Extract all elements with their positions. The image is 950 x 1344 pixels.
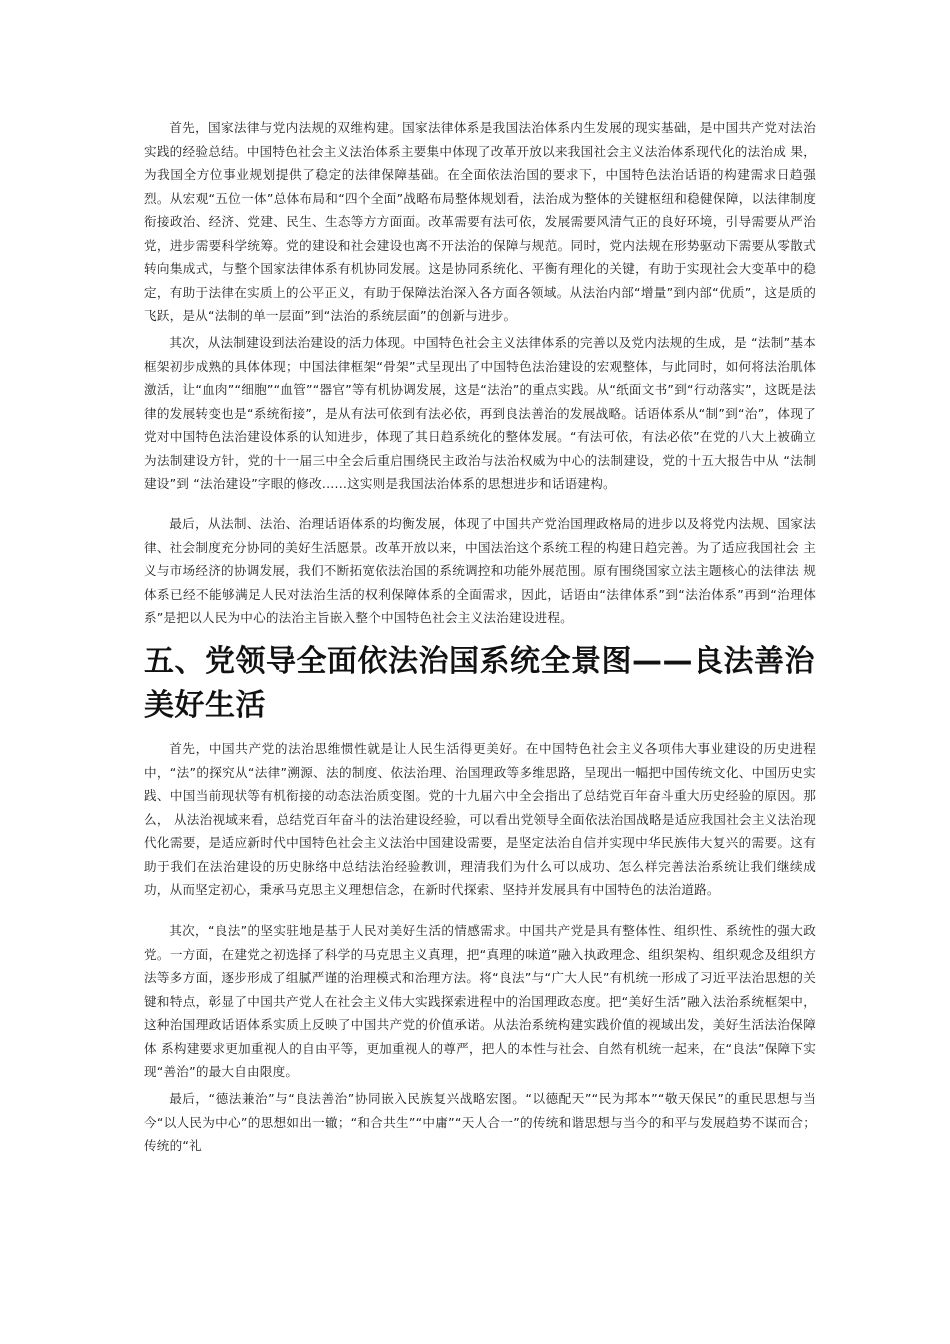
paragraph-discourse-system-balance: 最后，从法制、法治、治理话语体系的均衡发展，体现了中国共产党治国理政格局的进步以及将党内法规、国家法律、社会制度充分协同的美好生活愿景。改革开放以来，中国法治这个系统工程的构建日趋完善。为了适应我国社会 主义与市场经济的协调发展，我们不断拓宽依法治国的系统调控和功能外展范围。原有围绕国家立法主题核心的法律法 规体系已经不能够满足人民对法治生活的权利保障体系的全面需求，因此，话语由“法律体系”到“法治体系”再到“治理体系”是把以人民为中心的法治主旨嵌入整个中国特色社会主义法治建设进程。 xyxy=(144,516,816,625)
section-heading: 五、党领导全面依法治国系统全景图——良法善治美好生活 xyxy=(144,644,815,723)
paragraph-virtue-and-law: 最后，“德法兼治”与“良法善治”协同嵌入民族复兴战略宏图。“以德配天”“民为邦本”“敬天保民”的重民思想与当今“以人民为中心”的思想如出一辙；“和合共生”“中庸”“天人合一”的传统和谐思想与当今的和平与发展趋势不谋而合；传统的“礼 xyxy=(144,1091,816,1153)
paragraph-better-life-thinking: 首先，中国共产党的法治思维惯性就是让人民生活得更美好。在中国特色社会主义各项伟大事业建设的历史进程 中，“法”的探究从“法律”溯源、法的制度、依法治理、治国理政等多维思路，呈现出一幅把中国传统文化、中国历史实践、中国当前现状等有机衔接的动态法治质变图。党的十九届六中全会指出了总结党百年奋斗重大历史经验的原因。那么， 从法治视域来看，总结党百年奋斗的法治建设经验，可以看出党领导全面依法治国战略是适应我国社会主义法治现代化需要，是适应新时代中国特色社会主义法治中国建设需要，是坚定法治自信并实现中华民族伟大复兴的需要。这有助于我们在法治建设的历史脉络中总结法治经验教训，理清我们为什么可以成功、怎么样完善法治系统让我们继续成功，从而坚定初心，秉承马克思主义理想信念，在新时代探索、坚持并发展具有中国特色的法治道路。 xyxy=(144,741,816,897)
paragraph-national-law-and-party-rules: 首先，国家法律与党内法规的双维构建。国家法律体系是我国法治体系内生发展的现实基础，是中国共产党对法治实践的经验总结。中国特色社会主义法治体系主要集中体现了改革开放以来我国社会主义法治体系现代化的法治成 果，为我国全方位事业规划提供了稳定的法律保障基础。在全面依法治国的要求下，中国特色法治话语的构建需求日趋强烈。从宏观“五位一体”总体布局和“四个全面”战略布局整体规划看，法治成为整体的关键枢纽和稳健保障，以法律制度衔接政治、经济、党建、民生、生态等方方面面。改革需要有法可依，发展需要风清气正的良好环境，引导需要从严治党，进步需要科学统筹。党的建设和社会建设也离不开法治的保障与规范。同时，党内法规在形势驱动下需要从零散式转向集成式，与整个国家法律体系有机协同发展。这是协同系统化、平衡有理化的关键，有助于实现社会大变革中的稳定，有助于法律在实质上的公平正义，有助于保障法治深入各方面各领域。从法治内部“增量”到内部“优质”，这是质的飞跃，是从“法制的单一层面”到“法治的系统层面”的创新与进步。 xyxy=(144,120,816,323)
paragraph-legal-to-rule-of-law: 其次，从法制建设到法治建设的活力体现。中国特色社会主义法律体系的完善以及党内法规的生成，是 “法制”基本框架初步成熟的具体体现；中国法律框架“骨架”式呈现出了中国特色法治建设的宏观整体，与此同时，如何将法治肌体激活，让“血肉”“细胞”“血管”“器官”等有机协调发展，这是“法治”的重点实践。从“纸面文书”到“行动落实”，这既是法律的发展转变也是“系统衔接”，是从有法可依到有法必依，再到良法善治的发展战略。话语体系从“制”到“治”，体现了党对中国特色法治建设体系的认知进步，体现了其日趋系统化的整体发展。“有法可依，有法必依”在党的八大上被确立为法制建设方针，党的十一届三中全会后重启围绕民主政治与法治权威为中心的法制建设，党的十五大报告中从 “法制建设”到 “法治建设”字眼的修改......这实则是我国法治体系的思想进步和话语建构。 xyxy=(144,335,816,491)
paragraph-good-law-foundation: 其次，“良法”的坚实驻地是基于人民对美好生活的情感需求。中国共产党是具有整体性、组织性、系统性的强大政党。一方面，在建党之初选择了科学的马克思主义真理，把“真理的味道”融入执政理念、组织架构、组织观念及组织方法等多方面，逐步形成了组腻严谨的治理模式和治理方法。将“良法”与“广大人民”有机统一形成了习近平法治思想的关键和特点，彰显了中国共产党人在社会主义伟大实践探索进程中的治国理政态度。把“美好生活”融入法治系统框架中，这种治国理政话语体系实质上反映了中国共产党的价值承诺。从法治系统构建实践价值的视域出发，美好生活法治保障体 系构建要求更加重视人的自由平等，更加重视人的尊严，把人的本性与社会、自然有机统一起来，在“良法”保障下实现“善治”的最大自由限度。 xyxy=(144,923,816,1079)
